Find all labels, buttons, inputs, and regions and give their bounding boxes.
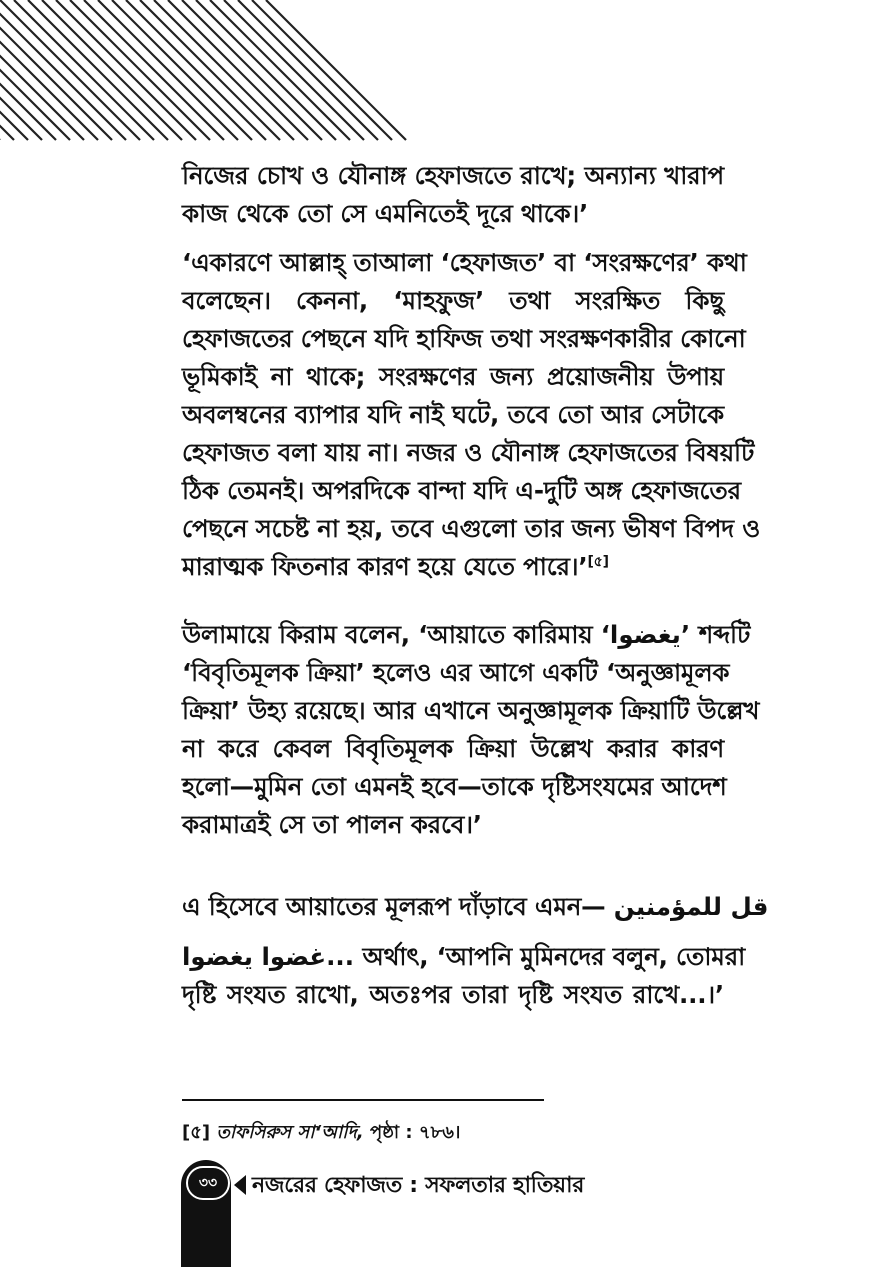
- text-line: নিজের চোখ ও যৌনাঙ্গ হেফাজতে রাখে; অন্যান্য খারাপ: [182, 161, 724, 190]
- text-line: করামাত্রই সে তা পালন করবে।’: [182, 810, 482, 839]
- text-segment: উলামায়ে কিরাম বলেন, ‘আয়াতে কারিমায় ‘: [182, 620, 610, 649]
- text-line: দৃষ্টি সংযত রাখো, অতঃপর তারা দৃষ্টি সংযত রাখে...।’: [182, 980, 724, 1009]
- text-line: ‘বিবৃতিমূলক ক্রিয়া’ হলেও এর আগে একটি ‘অনুজ্ঞামূলক: [182, 658, 730, 687]
- text-segment: ’ শব্দটি: [680, 620, 751, 649]
- footnote-page: পৃষ্ঠা : ৭৮৬।: [369, 1122, 461, 1143]
- text-line: হলো—মুমিন তো এমনই হবে—তাকে দৃষ্টিসংযমের আদেশ: [182, 772, 727, 801]
- text-line: ক্রিয়া’ উহ্য রয়েছে। আর এখানে অনুজ্ঞামূলক ক্রিয়াটি উল্লেখ: [182, 696, 760, 725]
- text-line: হেফাজত বলা যায় না। নজর ও যৌনাঙ্গ হেফাজতের বিষয়টি: [182, 438, 755, 467]
- text-line: অবলম্বনের ব্যাপার যদি নাই ঘটে, তবে তো আর সেটাকে: [182, 400, 724, 429]
- footnote-divider: [182, 1099, 544, 1101]
- text-line-content: মারাত্মক ফিতনার কারণ হয়ে যেতে পারে।’: [182, 552, 588, 581]
- footnote-number: [৫]: [182, 1122, 211, 1143]
- book-title: নজরের হেফাজত : সফলতার হাতিয়ার: [252, 1173, 584, 1198]
- footnote-source: তাফসিরুস সা‘আদি,: [216, 1122, 364, 1143]
- paragraph-4: [182, 888, 769, 1014]
- text-line: না করে কেবল বিবৃতিমূলক ক্রিয়া উল্লেখ করার কারণ: [182, 734, 724, 763]
- footnote-marker[interactable]: [৫]: [587, 553, 609, 570]
- text-line: [182, 938, 746, 976]
- text-line: ভূমিকাই না থাকে; সংরক্ষণের জন্য প্রয়োজনীয় উপায়: [182, 362, 724, 391]
- text-line: ঠিক তেমনই। অপরদিকে বান্দা যদি এ-দুটি অঙ্গ হেফাজতের: [182, 476, 741, 505]
- text-line: ‘একারণে আল্লাহ্‌ তাআলা ‘হেফাজত’ বা ‘সংরক্ষণের’ কথা: [182, 248, 747, 277]
- arabic-phrase: قل للمؤمنين: [613, 892, 769, 921]
- page-number: ৩৩: [186, 1166, 230, 1200]
- text-line: পেছনে সচেষ্ট না হয়, তবে এগুলো তার জন্য ভীষণ বিপদ ও: [182, 514, 761, 543]
- triangle-left-icon: [234, 1175, 246, 1195]
- paragraph-1: [182, 157, 724, 233]
- text-line: [182, 548, 724, 586]
- text-line: বলেছেন। কেননা, ‘মাহফুজ’ তথা সংরক্ষিত কিছু: [182, 286, 724, 315]
- arabic-phrase: غضوا يغضوا: [182, 942, 327, 971]
- paragraph-3: [182, 616, 760, 844]
- text-line: কাজ থেকে তো সে এমনিতেই দূরে থাকে।’: [182, 199, 589, 228]
- text-line: হেফাজতের পেছনে যদি হাফিজ তথা সংরক্ষণকারীর কোনো: [182, 324, 746, 353]
- text-line: [182, 888, 769, 926]
- paragraph-2: [182, 244, 761, 586]
- text-segment: ... অর্থাৎ, ‘আপনি মুমিনদের বলুন, তোমরা: [326, 942, 746, 971]
- arabic-word: يغضوا: [609, 620, 681, 649]
- diagonal-stripes-decoration: [0, 0, 400, 140]
- footnote: [182, 1118, 460, 1149]
- text-line: [182, 616, 751, 654]
- text-segment: এ হিসেবে আয়াতের মূলরূপ দাঁড়াবে এমন—: [182, 892, 606, 921]
